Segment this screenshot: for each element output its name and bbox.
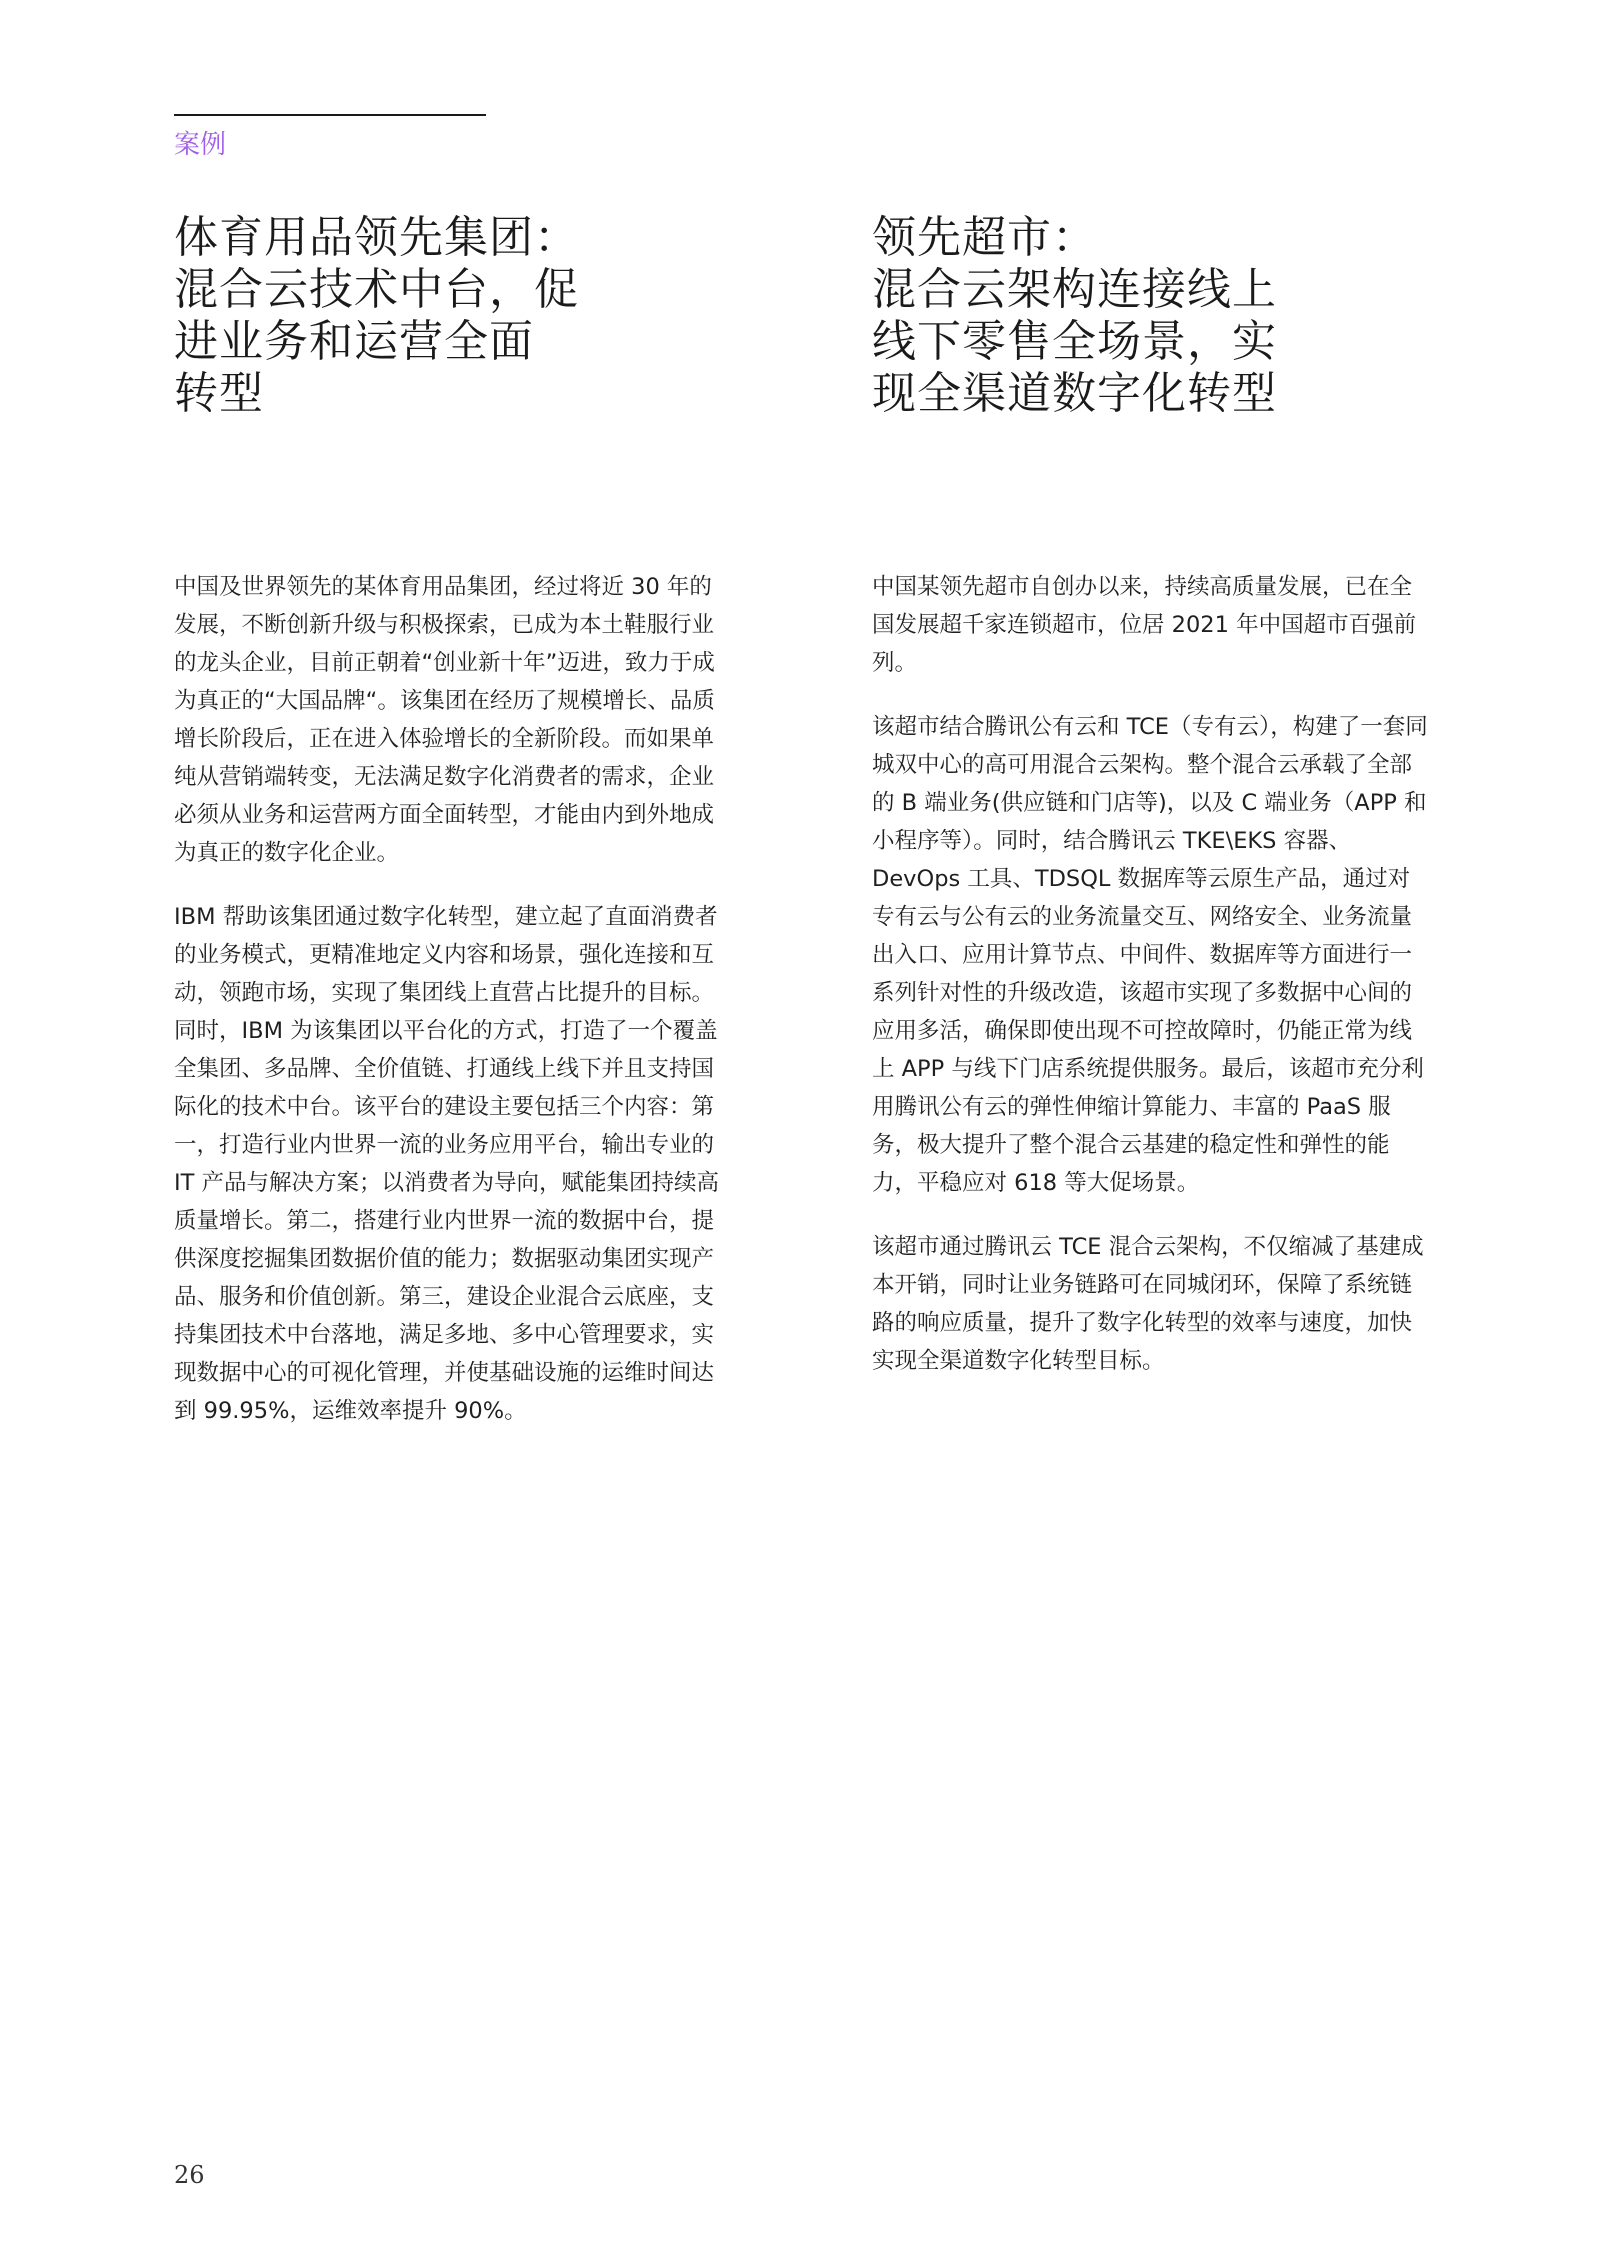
body-paragraph: 中国某领先超市自创办以来，持续高质量发展，已在全国发展超千家连锁超市，位居 2021 年中国超市百强前列。 [872, 574, 1417, 676]
case-column-left [174, 212, 734, 1456]
case-title-line: 线下零售全场景，实 [872, 316, 1277, 367]
body-paragraph: IBM 帮助该集团通过数字化转型，建立起了直面消费者的业务模式，更精准地定义内容和场景，强化连接和互动，领跑市场，实现了集团线上直营占比提升的目标。同时，IBM 为该集团以平台化的方式，打造了一个覆盖全集团、多品牌、全价值链、打通线上线下并且支持国际化的技术中台。该平台的建设主要包括三个内容：第一，打造行业内世界一流的业务应用平台，输出专业的 IT 产品与解决方案；以消费者为导向，赋能集团持续高质量增长。第二，搭建行业内世界一流的数据中台，提供深度挖掘集团数据价值的能力；数据驱动集团实现产品、服务和价值创新。第三，建设企业混合云底座，支持集团技术中台落地，满足多地、多中心管理要求，实现数据中心的可视化管理，并使基础设施的运维时间达到 99.95%，运维效率提升 90%。 [174, 904, 720, 1424]
case-title-line: 现全渠道数字化转型 [872, 368, 1277, 419]
case-title-line: 领先超市： [872, 212, 1097, 263]
case-title-line: 混合云技术中台，促 [174, 264, 579, 315]
case-title-line: 体育用品领先集团： [174, 212, 579, 263]
case-title-line: 进业务和运营全面 [174, 316, 534, 367]
case-title-line: 混合云架构连接线上 [872, 264, 1277, 315]
body-paragraph: 该超市结合腾讯公有云和 TCE（专有云），构建了一套同城双中心的高可用混合云架构。整个混合云承载了全部的 B 端业务(供应链和门店等)，以及 C 端业务（APP 和小程序等）。同时，结合腾讯云 TKE\EKS 容器、DevOps 工具、TDSQL 数据库等云原生产品，通过对专有云与公有云的业务流量交互、网络安全、业务流量出入口、应用计算节点、中间件、数据库等方面进行一系列针对性的升级改造，该超市实现了多数据中心间的应用多活，确保即使出现不可控故障时，仍能正常为线上 APP 与线下门店系统提供服务。最后，该超市充分利用腾讯公有云的弹性伸缩计算能力、丰富的 PaaS 服务，极大提升了整个混合云基建的稳定性和弹性的能力，平稳应对 618 等大促场景。 [872, 714, 1428, 1196]
section-label: 案例 [174, 130, 227, 160]
body-paragraph: 中国及世界领先的某体育用品集团，经过将近 30 年的发展，不断创新升级与积极探索，已成为本土鞋服行业的龙头企业，目前正朝着“创业新十年”迈进，致力于成为真正的“大国品牌“。该集团在经历了规模增长、品质增长阶段后，正在进入体验增长的全新阶段。而如果单纯从营销端转变，无法满足数字化消费者的需求，企业必须从业务和运营两方面全面转型，才能由内到外地成为真正的数字化企业。 [174, 574, 715, 866]
case-title [872, 212, 1432, 568]
case-column-right [872, 212, 1432, 1406]
page-number: 26 [174, 2161, 205, 2189]
header-rule [174, 114, 486, 116]
case-title-line: 转型 [174, 368, 264, 419]
case-title [174, 212, 734, 568]
body-paragraph: 该超市通过腾讯云 TCE 混合云架构，不仅缩减了基建成本开销，同时让业务链路可在同城闭环，保障了系统链路的响应质量，提升了数字化转型的效率与速度，加快实现全渠道数字化转型目标。 [872, 1234, 1424, 1374]
